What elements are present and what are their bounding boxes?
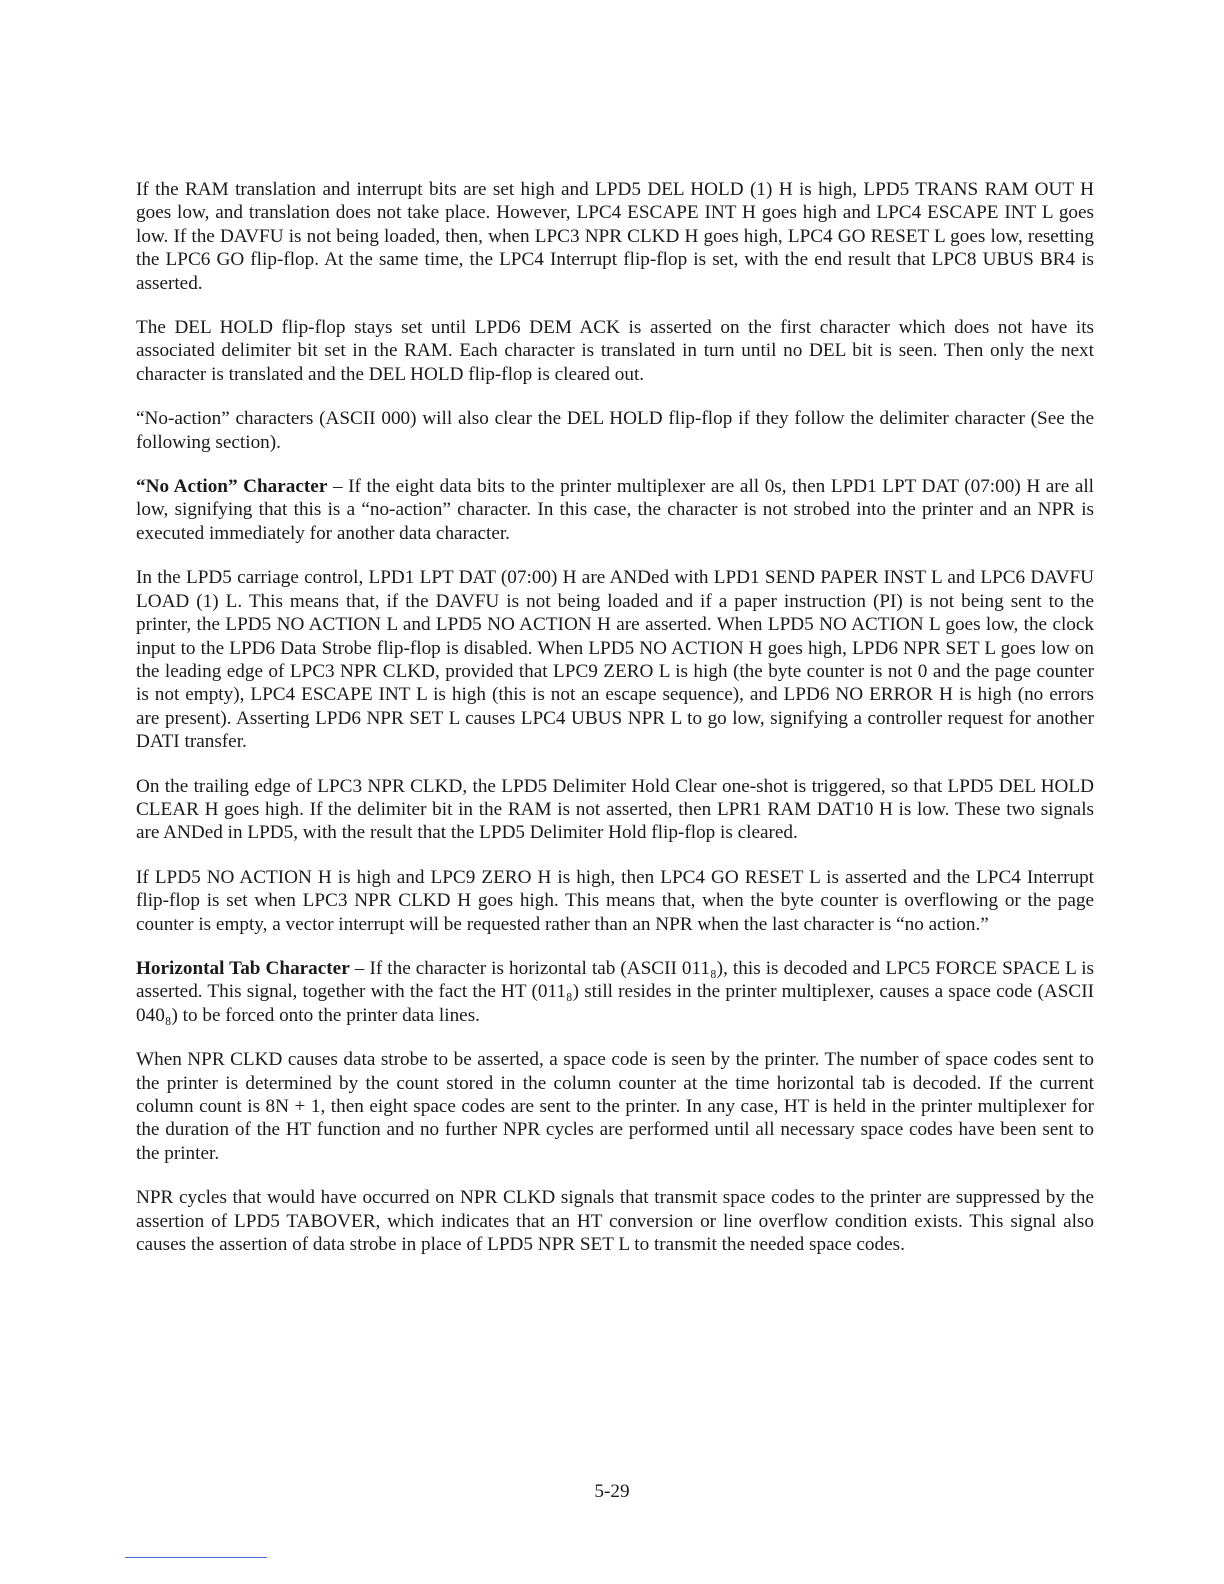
paragraph-text: If LPD5 NO ACTION H is high and LPC9 ZERO H is high, then LPC4 GO RESET L is asserted and the LPC4 Interrupt flip-flop is set when LPC3 NPR CLKD H goes high. This means that, when the byte counter is overflowing or the page counter is empty, a vector interrupt will be requested rather than an NPR when the last character is “no action.” [136, 866, 1094, 935]
paragraph-text: If the RAM translation and interrupt bits are set high and LPD5 DEL HOLD (1) H is high, LPD5 TRANS RAM OUT H goes low, and translation does not take place. However, LPC4 ESCAPE INT H goes high and LPC4 ESCAPE INT L goes low. If the DAVFU is not being loaded, then, when LPC3 NPR CLKD H goes high, LPC4 GO RESET L goes low, resetting the LPC6 GO flip-flop. At the same time, the LPC4 Interrupt flip-flop is set, with the end result that LPC8 UBUS BR4 is asserted. [136, 179, 1094, 294]
page-number: 5-29 [594, 1481, 630, 1502]
paragraph-carriage-control [136, 566, 1094, 753]
paragraph-text: On the trailing edge of LPC3 NPR CLKD, the LPD5 Delimiter Hold Clear one-shot is triggered, so that LPD5 DEL HOLD CLEAR H goes high. If the delimiter bit in the RAM is not asserted, then LPR1 RAM DAT10 H is low. These two signals are ANDed in LPD5, with the result that the LPD5 Delimiter Hold flip-flop is cleared. [136, 775, 1094, 844]
section-heading-no-action: “No Action” Character [136, 476, 328, 498]
footer-rule [125, 1557, 267, 1558]
paragraph-space-codes [136, 1048, 1094, 1165]
section-heading-horizontal-tab: Horizontal Tab Character [136, 957, 350, 979]
paragraph-no-action-character [136, 475, 1094, 545]
paragraph-ram-translation [136, 178, 1094, 295]
paragraph-npr-suppressed [136, 1186, 1094, 1256]
paragraph-text: – If the character is horizontal tab (ASCII 011₈), this is decoded and LPC5 FORCE SPACE L is asserted. This signal, together with the fact the HT (011₈) still resides in the printer multiplexer, causes a space code (ASCII 040₈) to be forced onto the printer data lines. [136, 957, 1094, 1026]
paragraph-text: In the LPD5 carriage control, LPD1 LPT DAT (07:00) H are ANDed with LPD1 SEND PAPER INST L and LPC6 DAVFU LOAD (1) L. This means that, if the DAVFU is not being loaded and if a paper instruction (PI) is not being sent to the printer, the LPD5 NO ACTION L and LPD5 NO ACTION H are asserted. When LPD5 NO ACTION L goes low, the clock input to the LPD6 Data Strobe flip-flop is disabled. When LPD5 NO ACTION H goes high, LPD6 NPR SET L goes low on the leading edge of LPC3 NPR CLKD, provided that LPC9 ZERO L is high (the byte counter is not 0 and the page counter is not empty), LPC4 ESCAPE INT L is high (this is not an escape sequence), and LPD6 NO ERROR H is high (no errors are present). Asserting LPD6 NPR SET L causes LPC4 UBUS NPR L to go low, signifying a controller request for another DATI transfer. [136, 567, 1094, 753]
paragraph-text: When NPR CLKD causes data strobe to be asserted, a space code is seen by the printer. The number of space codes sent to the printer is determined by the count stored in the column counter at the time horizontal tab is decoded. If the current column count is 8N + 1, then eight space codes are sent to the printer. In any case, HT is held in the printer multiplexer for the duration of the HT function and no further NPR cycles are performed until all necessary space codes have been sent to the printer. [136, 1049, 1094, 1164]
paragraph-vector-interrupt [136, 866, 1094, 936]
paragraph-text: NPR cycles that would have occurred on NPR CLKD signals that transmit space codes to the printer are suppressed by the assertion of LPD5 TABOVER, which indicates that an HT conversion or line overflow condition exists. This signal also causes the assertion of data strobe in place of LPD5 NPR SET L to transmit the needed space codes. [136, 1187, 1094, 1256]
paragraph-text: The DEL HOLD flip-flop stays set until LPD6 DEM ACK is asserted on the first character which does not have its associated delimiter bit set in the RAM. Each character is translated in turn until no DEL bit is seen. Then only the next character is translated and the DEL HOLD flip-flop is cleared out. [136, 317, 1094, 385]
paragraph-text: – If the eight data bits to the printer multiplexer are all 0s, then LPD1 LPT DAT (07:00) H are all low, signifying that this is a “no-action” character. In this case, the character is not strobed into the printer and an NPR is executed immediately for another data character. [136, 476, 1095, 544]
paragraph-trailing-edge [136, 775, 1094, 845]
page-body [136, 178, 1094, 1277]
paragraph-no-action-clear [136, 407, 1094, 454]
paragraph-horizontal-tab [136, 957, 1094, 1027]
paragraph-text: “No-action” characters (ASCII 000) will also clear the DEL HOLD flip-flop if they follow the delimiter character (See the following section). [136, 408, 1094, 453]
paragraph-del-hold [136, 316, 1094, 386]
